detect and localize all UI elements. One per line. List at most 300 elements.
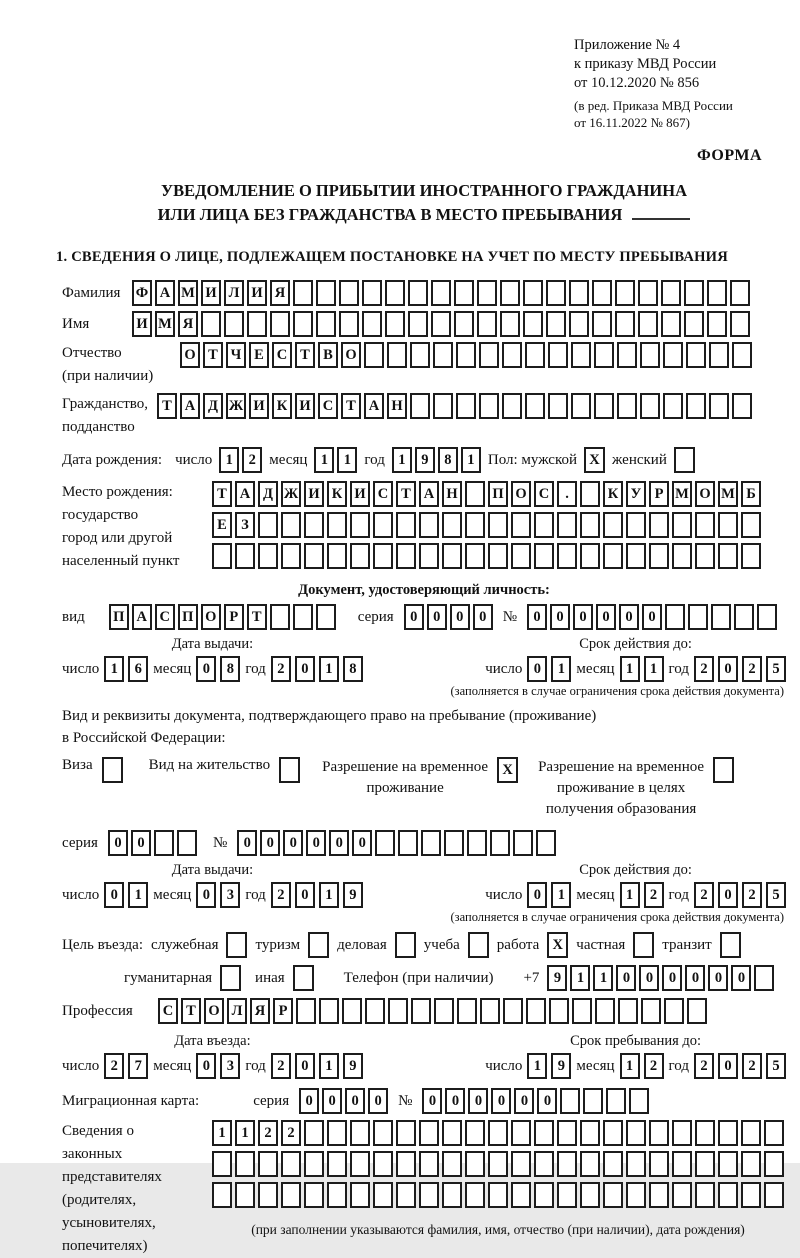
char-cell[interactable]: 2 (742, 656, 762, 682)
char-cell[interactable] (695, 1182, 715, 1208)
char-cell[interactable] (327, 1182, 347, 1208)
char-cell[interactable] (640, 342, 660, 368)
char-cell[interactable] (718, 1120, 738, 1146)
char-cell[interactable] (258, 543, 278, 569)
char-cell[interactable] (718, 512, 738, 538)
char-cell[interactable]: С (155, 604, 175, 630)
char-cell[interactable]: 1 (551, 882, 571, 908)
char-cell[interactable]: 9 (415, 447, 435, 473)
char-cell[interactable] (385, 311, 405, 337)
char-cell[interactable]: 0 (368, 1088, 388, 1114)
char-cell[interactable]: 2 (104, 1053, 124, 1079)
char-cell[interactable] (734, 604, 754, 630)
char-cell[interactable] (730, 311, 750, 337)
char-cell[interactable]: О (180, 342, 200, 368)
char-cell[interactable] (258, 1151, 278, 1177)
char-cell[interactable] (502, 393, 522, 419)
char-cell[interactable]: А (155, 280, 175, 306)
char-cell[interactable] (454, 280, 474, 306)
char-cell[interactable] (672, 1182, 692, 1208)
char-cell[interactable]: 2 (742, 1053, 762, 1079)
char-cell[interactable] (741, 512, 761, 538)
birthplace-cells-row1[interactable] (212, 481, 761, 507)
char-cell[interactable]: 0 (685, 965, 705, 991)
char-cell[interactable]: 2 (258, 1120, 278, 1146)
char-cell[interactable]: 0 (639, 965, 659, 991)
char-cell[interactable]: 0 (708, 965, 728, 991)
char-cell[interactable] (281, 1182, 301, 1208)
char-cell[interactable] (757, 604, 777, 630)
stay-month[interactable] (620, 1053, 664, 1079)
char-cell[interactable] (201, 311, 221, 337)
char-cell[interactable] (388, 998, 408, 1024)
char-cell[interactable]: 0 (345, 1088, 365, 1114)
char-cell[interactable] (661, 311, 681, 337)
char-cell[interactable] (617, 393, 637, 419)
char-cell[interactable]: Д (258, 481, 278, 507)
char-cell[interactable]: Л (224, 280, 244, 306)
char-cell[interactable] (442, 512, 462, 538)
char-cell[interactable] (511, 1151, 531, 1177)
char-cell[interactable] (732, 342, 752, 368)
char-cell[interactable]: 8 (220, 656, 240, 682)
char-cell[interactable]: 0 (260, 830, 280, 856)
char-cell[interactable] (456, 393, 476, 419)
char-cell[interactable] (235, 1182, 255, 1208)
char-cell[interactable] (408, 280, 428, 306)
char-cell[interactable] (410, 393, 430, 419)
char-cell[interactable]: 0 (616, 965, 636, 991)
char-cell[interactable] (247, 311, 267, 337)
char-cell[interactable] (327, 512, 347, 538)
char-cell[interactable]: Е (212, 512, 232, 538)
char-cell[interactable] (534, 1120, 554, 1146)
char-cell[interactable]: 3 (220, 1053, 240, 1079)
char-cell[interactable]: 0 (306, 830, 326, 856)
char-cell[interactable]: 0 (196, 1053, 216, 1079)
char-cell[interactable] (212, 1151, 232, 1177)
char-cell[interactable] (488, 543, 508, 569)
char-cell[interactable] (741, 1182, 761, 1208)
char-cell[interactable]: 0 (237, 830, 257, 856)
char-cell[interactable] (350, 512, 370, 538)
char-cell[interactable]: О (341, 342, 361, 368)
char-cell[interactable] (511, 543, 531, 569)
char-cell[interactable]: Т (396, 481, 416, 507)
char-cell[interactable]: 0 (104, 882, 124, 908)
char-cell[interactable]: 2 (742, 882, 762, 908)
char-cell[interactable]: Ж (281, 481, 301, 507)
entry-month[interactable] (196, 1053, 240, 1079)
char-cell[interactable] (350, 543, 370, 569)
char-cell[interactable]: 0 (573, 604, 593, 630)
char-cell[interactable]: И (247, 280, 267, 306)
char-cell[interactable]: К (272, 393, 292, 419)
char-cell[interactable] (626, 543, 646, 569)
char-cell[interactable] (304, 1151, 324, 1177)
char-cell[interactable]: Т (203, 342, 223, 368)
char-cell[interactable] (606, 1088, 626, 1114)
char-cell[interactable]: 8 (343, 656, 363, 682)
char-cell[interactable]: 0 (473, 604, 493, 630)
char-cell[interactable]: 0 (196, 882, 216, 908)
char-cell[interactable] (293, 280, 313, 306)
char-cell[interactable]: Т (212, 481, 232, 507)
char-cell[interactable] (465, 543, 485, 569)
char-cell[interactable] (396, 1120, 416, 1146)
char-cell[interactable] (732, 393, 752, 419)
char-cell[interactable] (235, 1151, 255, 1177)
char-cell[interactable] (536, 830, 556, 856)
entry-year[interactable] (271, 1053, 363, 1079)
representatives-cells-row2[interactable] (212, 1151, 784, 1177)
patronymic-cells[interactable] (180, 342, 752, 368)
char-cell[interactable] (571, 342, 591, 368)
char-cell[interactable]: 0 (619, 604, 639, 630)
char-cell[interactable] (419, 512, 439, 538)
temp-residence-edu-checkbox[interactable] (713, 757, 734, 783)
char-cell[interactable] (488, 1151, 508, 1177)
char-cell[interactable] (373, 512, 393, 538)
char-cell[interactable]: 1 (219, 447, 239, 473)
char-cell[interactable] (695, 1120, 715, 1146)
doc-number-cells[interactable] (527, 604, 777, 630)
char-cell[interactable] (465, 481, 485, 507)
char-cell[interactable] (296, 998, 316, 1024)
char-cell[interactable] (477, 311, 497, 337)
char-cell[interactable]: Б (741, 481, 761, 507)
char-cell[interactable] (258, 1182, 278, 1208)
char-cell[interactable]: 0 (108, 830, 128, 856)
char-cell[interactable] (661, 280, 681, 306)
char-cell[interactable]: 0 (196, 656, 216, 682)
char-cell[interactable] (421, 830, 441, 856)
char-cell[interactable] (695, 543, 715, 569)
char-cell[interactable] (442, 1182, 462, 1208)
char-cell[interactable]: 0 (596, 604, 616, 630)
char-cell[interactable]: 9 (343, 882, 363, 908)
char-cell[interactable] (434, 998, 454, 1024)
char-cell[interactable] (396, 512, 416, 538)
char-cell[interactable]: 2 (694, 1053, 714, 1079)
char-cell[interactable]: 0 (642, 604, 662, 630)
char-cell[interactable]: 8 (438, 447, 458, 473)
char-cell[interactable] (408, 311, 428, 337)
passport-issue-day[interactable] (104, 656, 148, 682)
char-cell[interactable] (373, 1120, 393, 1146)
char-cell[interactable] (411, 998, 431, 1024)
char-cell[interactable] (477, 280, 497, 306)
char-cell[interactable] (465, 512, 485, 538)
char-cell[interactable]: 1 (235, 1120, 255, 1146)
char-cell[interactable] (500, 280, 520, 306)
char-cell[interactable] (687, 998, 707, 1024)
permit-valid-month[interactable] (620, 882, 664, 908)
passport-valid-year[interactable] (694, 656, 786, 682)
char-cell[interactable] (707, 280, 727, 306)
purpose-transit-checkbox[interactable] (720, 932, 741, 958)
char-cell[interactable]: 1 (314, 447, 334, 473)
char-cell[interactable] (442, 1151, 462, 1177)
char-cell[interactable]: С (158, 998, 178, 1024)
char-cell[interactable]: 1 (392, 447, 412, 473)
doc-kind-cells[interactable] (109, 604, 336, 630)
char-cell[interactable] (500, 311, 520, 337)
char-cell[interactable] (557, 1120, 577, 1146)
char-cell[interactable] (431, 311, 451, 337)
char-cell[interactable]: 0 (322, 1088, 342, 1114)
char-cell[interactable] (688, 604, 708, 630)
char-cell[interactable] (684, 280, 704, 306)
char-cell[interactable] (270, 604, 290, 630)
char-cell[interactable] (316, 311, 336, 337)
permit-valid-day[interactable] (527, 882, 571, 908)
char-cell[interactable] (580, 543, 600, 569)
char-cell[interactable]: 9 (551, 1053, 571, 1079)
char-cell[interactable] (398, 830, 418, 856)
char-cell[interactable]: 1 (620, 1053, 640, 1079)
char-cell[interactable] (764, 1182, 784, 1208)
entry-day[interactable] (104, 1053, 148, 1079)
char-cell[interactable]: 0 (527, 882, 547, 908)
char-cell[interactable] (711, 604, 731, 630)
char-cell[interactable]: 0 (427, 604, 447, 630)
char-cell[interactable] (638, 311, 658, 337)
char-cell[interactable]: 0 (527, 656, 547, 682)
stay-day[interactable] (527, 1053, 571, 1079)
char-cell[interactable]: Т (157, 393, 177, 419)
char-cell[interactable]: 0 (450, 604, 470, 630)
char-cell[interactable] (212, 543, 232, 569)
char-cell[interactable] (617, 342, 637, 368)
char-cell[interactable] (479, 393, 499, 419)
char-cell[interactable] (663, 342, 683, 368)
char-cell[interactable]: 0 (295, 656, 315, 682)
char-cell[interactable] (534, 543, 554, 569)
char-cell[interactable] (569, 311, 589, 337)
char-cell[interactable]: Р (273, 998, 293, 1024)
char-cell[interactable]: З (235, 512, 255, 538)
purpose-humanitarian-checkbox[interactable] (220, 965, 241, 991)
char-cell[interactable]: Н (387, 393, 407, 419)
char-cell[interactable]: Ч (226, 342, 246, 368)
char-cell[interactable]: 6 (128, 656, 148, 682)
char-cell[interactable] (764, 1151, 784, 1177)
char-cell[interactable] (373, 1151, 393, 1177)
char-cell[interactable] (419, 1120, 439, 1146)
char-cell[interactable] (649, 1120, 669, 1146)
char-cell[interactable]: 0 (662, 965, 682, 991)
char-cell[interactable] (615, 311, 635, 337)
char-cell[interactable]: 1 (570, 965, 590, 991)
char-cell[interactable]: 0 (468, 1088, 488, 1114)
char-cell[interactable] (465, 1120, 485, 1146)
char-cell[interactable] (523, 280, 543, 306)
char-cell[interactable]: И (201, 280, 221, 306)
char-cell[interactable]: У (626, 481, 646, 507)
char-cell[interactable] (560, 1088, 580, 1114)
char-cell[interactable] (546, 280, 566, 306)
char-cell[interactable] (572, 998, 592, 1024)
char-cell[interactable]: 1 (644, 656, 664, 682)
char-cell[interactable] (385, 280, 405, 306)
char-cell[interactable] (641, 998, 661, 1024)
sex-female-checkbox[interactable] (674, 447, 695, 473)
char-cell[interactable] (488, 512, 508, 538)
char-cell[interactable] (626, 512, 646, 538)
char-cell[interactable] (465, 1182, 485, 1208)
char-cell[interactable] (709, 342, 729, 368)
char-cell[interactable] (511, 1120, 531, 1146)
char-cell[interactable] (649, 543, 669, 569)
char-cell[interactable] (525, 342, 545, 368)
char-cell[interactable] (316, 280, 336, 306)
char-cell[interactable]: 0 (718, 1053, 738, 1079)
char-cell[interactable] (419, 1151, 439, 1177)
char-cell[interactable] (235, 543, 255, 569)
char-cell[interactable] (281, 543, 301, 569)
char-cell[interactable]: 1 (620, 656, 640, 682)
char-cell[interactable] (373, 1182, 393, 1208)
char-cell[interactable] (431, 280, 451, 306)
char-cell[interactable] (594, 393, 614, 419)
char-cell[interactable] (569, 280, 589, 306)
char-cell[interactable]: Т (341, 393, 361, 419)
char-cell[interactable]: 1 (319, 656, 339, 682)
char-cell[interactable] (387, 342, 407, 368)
char-cell[interactable]: 1 (319, 882, 339, 908)
char-cell[interactable] (373, 543, 393, 569)
char-cell[interactable]: С (373, 481, 393, 507)
char-cell[interactable] (718, 1151, 738, 1177)
doc-series-cells[interactable] (404, 604, 493, 630)
char-cell[interactable] (557, 543, 577, 569)
char-cell[interactable]: П (109, 604, 129, 630)
char-cell[interactable] (479, 342, 499, 368)
char-cell[interactable]: К (327, 481, 347, 507)
char-cell[interactable] (364, 342, 384, 368)
char-cell[interactable]: И (132, 311, 152, 337)
char-cell[interactable]: К (603, 481, 623, 507)
char-cell[interactable]: А (364, 393, 384, 419)
char-cell[interactable]: 0 (295, 882, 315, 908)
passport-valid-day[interactable] (527, 656, 571, 682)
char-cell[interactable] (580, 481, 600, 507)
permit-series-cells[interactable] (108, 830, 197, 856)
char-cell[interactable] (557, 512, 577, 538)
char-cell[interactable] (212, 1182, 232, 1208)
char-cell[interactable] (649, 512, 669, 538)
char-cell[interactable] (511, 512, 531, 538)
char-cell[interactable] (626, 1151, 646, 1177)
char-cell[interactable] (350, 1120, 370, 1146)
char-cell[interactable] (419, 1182, 439, 1208)
char-cell[interactable]: О (204, 998, 224, 1024)
char-cell[interactable] (396, 543, 416, 569)
char-cell[interactable] (638, 280, 658, 306)
char-cell[interactable] (503, 998, 523, 1024)
char-cell[interactable] (224, 311, 244, 337)
char-cell[interactable] (410, 342, 430, 368)
birthplace-cells-row3[interactable] (212, 543, 761, 569)
char-cell[interactable] (327, 1120, 347, 1146)
char-cell[interactable]: 1 (319, 1053, 339, 1079)
char-cell[interactable]: 1 (551, 656, 571, 682)
char-cell[interactable]: 2 (644, 1053, 664, 1079)
char-cell[interactable] (548, 393, 568, 419)
char-cell[interactable] (433, 342, 453, 368)
char-cell[interactable] (177, 830, 197, 856)
char-cell[interactable] (709, 393, 729, 419)
char-cell[interactable]: 1 (128, 882, 148, 908)
char-cell[interactable] (626, 1120, 646, 1146)
char-cell[interactable]: В (318, 342, 338, 368)
char-cell[interactable] (304, 1182, 324, 1208)
char-cell[interactable]: И (295, 393, 315, 419)
char-cell[interactable]: 1 (461, 447, 481, 473)
char-cell[interactable] (396, 1182, 416, 1208)
char-cell[interactable]: 2 (271, 882, 291, 908)
char-cell[interactable] (686, 393, 706, 419)
char-cell[interactable] (456, 342, 476, 368)
char-cell[interactable] (571, 393, 591, 419)
char-cell[interactable] (327, 1151, 347, 1177)
representatives-cells-row3[interactable] (212, 1182, 784, 1208)
purpose-private-checkbox[interactable] (633, 932, 654, 958)
char-cell[interactable] (534, 1151, 554, 1177)
char-cell[interactable] (686, 342, 706, 368)
char-cell[interactable] (618, 998, 638, 1024)
char-cell[interactable] (362, 311, 382, 337)
char-cell[interactable]: 0 (537, 1088, 557, 1114)
char-cell[interactable] (362, 280, 382, 306)
char-cell[interactable]: 5 (766, 1053, 786, 1079)
char-cell[interactable]: 0 (131, 830, 151, 856)
char-cell[interactable]: Р (649, 481, 669, 507)
char-cell[interactable] (316, 604, 336, 630)
char-cell[interactable] (502, 342, 522, 368)
char-cell[interactable] (442, 1120, 462, 1146)
surname-cells[interactable] (132, 280, 750, 306)
char-cell[interactable]: 0 (718, 656, 738, 682)
migration-number-cells[interactable] (422, 1088, 649, 1114)
char-cell[interactable] (534, 512, 554, 538)
char-cell[interactable]: 1 (593, 965, 613, 991)
char-cell[interactable]: 0 (404, 604, 424, 630)
char-cell[interactable]: Е (249, 342, 269, 368)
char-cell[interactable] (339, 311, 359, 337)
char-cell[interactable]: 0 (527, 604, 547, 630)
char-cell[interactable]: П (488, 481, 508, 507)
char-cell[interactable] (603, 1182, 623, 1208)
char-cell[interactable] (534, 1182, 554, 1208)
char-cell[interactable] (665, 604, 685, 630)
char-cell[interactable]: . (557, 481, 577, 507)
char-cell[interactable] (664, 998, 684, 1024)
char-cell[interactable]: 0 (491, 1088, 511, 1114)
char-cell[interactable] (594, 342, 614, 368)
char-cell[interactable] (270, 311, 290, 337)
char-cell[interactable] (419, 543, 439, 569)
char-cell[interactable]: А (235, 481, 255, 507)
char-cell[interactable] (730, 280, 750, 306)
char-cell[interactable] (754, 965, 774, 991)
char-cell[interactable] (488, 1120, 508, 1146)
char-cell[interactable] (672, 512, 692, 538)
char-cell[interactable] (741, 1120, 761, 1146)
char-cell[interactable] (718, 1182, 738, 1208)
char-cell[interactable]: М (155, 311, 175, 337)
